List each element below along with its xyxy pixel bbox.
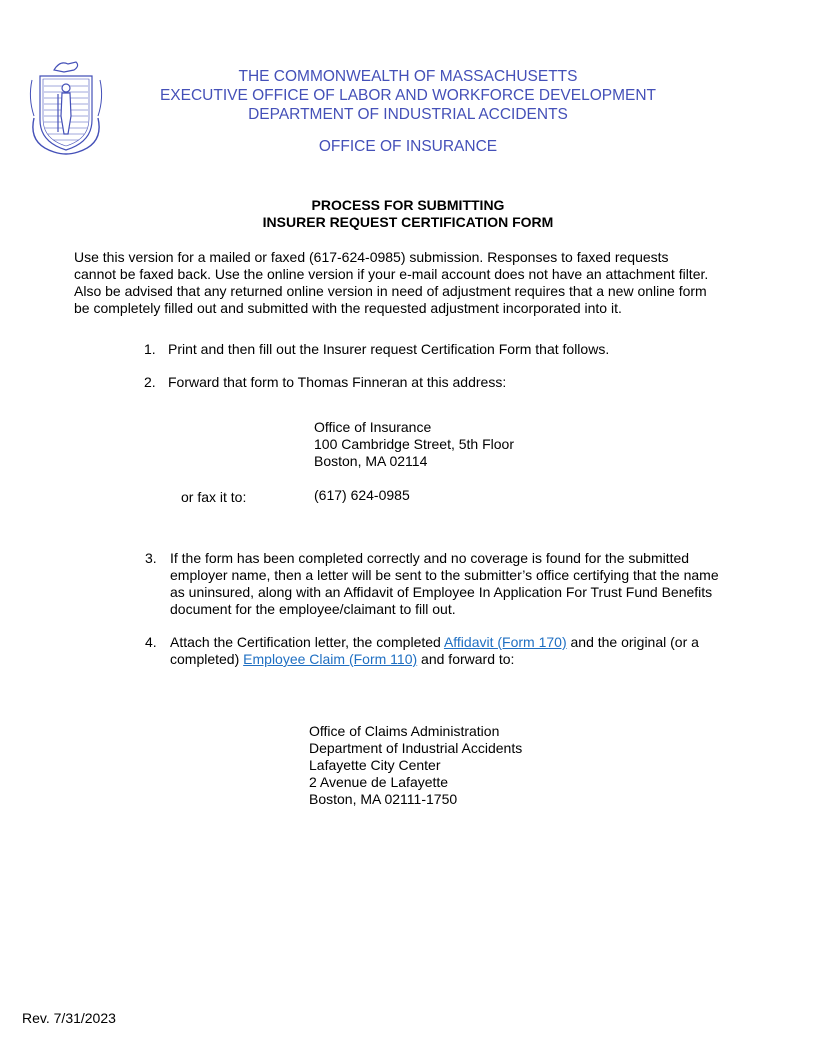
office-of-insurance-address [314,419,514,470]
intro-line: Use this version for a mailed or faxed (617-624-0985) submission. Responses to faxed requests [74,249,669,265]
address-line: 2 Avenue de Lafayette [309,774,449,790]
intro-line: be completely filled out and submitted with the requested adjustment incorporated into it. [74,300,622,316]
step-number: 2. [144,374,156,390]
employee-claim-form-110-link[interactable]: Employee Claim (Form 110) [243,651,418,667]
step-number: 1. [144,341,156,357]
step-text-line [170,651,780,668]
address-line: Department of Industrial Accidents [309,740,523,756]
header-executive-office: EXECUTIVE OFFICE OF LABOR AND WORKFORCE DEVELOPMENT [159,87,657,104]
step-text: Forward that form to Thomas Finneran at this address: [168,374,507,390]
address-line: Office of Claims Administration [309,723,500,739]
affidavit-form-170-link[interactable]: Affidavit (Form 170) [443,634,567,650]
header-commonwealth: THE COMMONWEALTH OF MASSACHUSETTS [238,68,578,85]
address-line: 100 Cambridge Street, 5th Floor [314,436,514,452]
header-office-of-insurance: OFFICE OF INSURANCE [318,138,498,155]
step-text [170,634,780,668]
step-text: Print and then fill out the Insurer request Certification Form that follows. [168,341,610,357]
step-text-line [170,634,780,651]
step-text-segment: Attach the Certification letter, the completed [170,634,444,650]
step-number: 4. [145,634,157,650]
address-line: Boston, MA 02111-1750 [309,791,458,807]
address-line: Lafayette City Center [309,757,441,773]
page-title-line-1: PROCESS FOR SUBMITTING [311,197,505,213]
address-line: Office of Insurance [314,419,432,435]
step-text-line: If the form has been completed correctly and no coverage is found for the submitted [170,550,690,566]
step-text-line: as uninsured, along with an Affidavit of Employee In Application For Trust Fund Benefits [170,584,713,600]
header-department: DEPARTMENT OF INDUSTRIAL ACCIDENTS [248,106,568,123]
step-text-segment: and forward to: [417,651,515,667]
step-text [170,550,780,618]
step-text-segment: and the original (or a [566,634,699,650]
fax-label: or fax it to: [181,489,247,505]
intro-paragraph [74,249,764,317]
claims-administration-address [309,723,522,808]
step-text-line: employer name, then a letter will be sent to the submitter’s office certifying that the name [170,567,719,583]
fax-number: (617) 624-0985 [314,487,410,503]
address-line: Boston, MA 02114 [314,453,428,469]
intro-line: cannot be faxed back. Use the online version if your e-mail account does not have an attachment filter. [74,266,709,282]
intro-line: Also be advised that any returned online version in need of adjustment requires that a new online form [74,283,707,299]
step-number: 3. [145,550,157,566]
page-title-line-2: INSURER REQUEST CERTIFICATION FORM [262,214,554,230]
revision-date: Rev. 7/31/2023 [22,1010,116,1026]
step-text-line: document for the employee/claimant to fill out. [170,601,456,617]
step-text-segment: completed) [170,651,244,667]
